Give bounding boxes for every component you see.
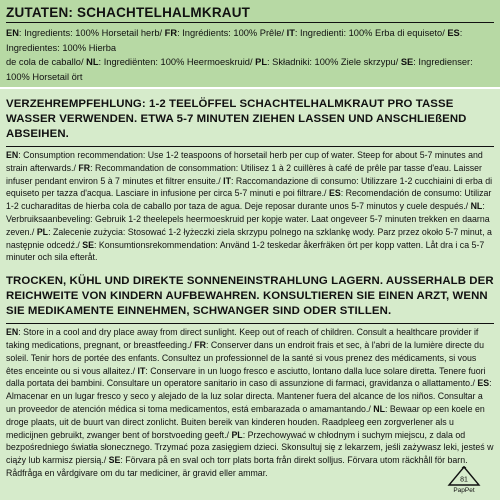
usage-lang-code: PL <box>36 226 49 237</box>
ingredients-it: : Ingredienti: 100% Erba di equiseto/ <box>294 28 448 38</box>
storage-text <box>6 326 494 480</box>
lang-code-fr: FR <box>164 28 178 38</box>
ingredients-line-2 <box>6 55 494 84</box>
storage-lang-code: ES <box>477 378 490 389</box>
usage-lang-code: IT <box>223 175 231 186</box>
storage-lang-code: IT <box>137 365 146 376</box>
ingredients-es-cont: de cola de caballo/ <box>6 57 87 67</box>
ingredients-pl: : Składniki: 100% Ziele skrzypu/ <box>267 57 401 67</box>
ingredients-es: : Ingredientes: 100% Hierba <box>6 28 463 53</box>
storage-heading: TROCKEN, KÜHL UND DIREKTE SONNENEINSTRAHLUNG LAGERN. AUSSERHALB DER REICHWEITE VON KINDERN AUFBEWAHREN. KONSULTIEREN SIE EINEN ARZT, WENN SIE MEDIKAMENTE EINNEHMEN, SCHWANGER SIND ODER STILLEN. <box>6 275 494 318</box>
storage-lang-code: SE <box>108 455 121 466</box>
usage-lang-code: ES <box>328 188 341 199</box>
usage-lang-code: NL <box>470 201 483 212</box>
storage-segment: : Store in a cool and dry place away from direct sunlight. Keep out of reach of children. Consult a healthcare provider if taking medications, pregnant, or breastfeeding./ <box>6 327 479 350</box>
lang-code-nl: NL <box>86 57 99 67</box>
storage-lang-code: NL <box>373 403 385 414</box>
storage-segment: : Conservare in un luogo fresco e asciutto, lontano dalla luce solare diretta. Tenere fuori dalla portata dei bambini. Consultare un operatore sanitario in caso di assunzione di farmaci, gravidanza o allattamento./ <box>6 365 486 389</box>
ingredients-en: : Ingredients: 100% Horsetail herb/ <box>18 28 165 38</box>
usage-segment: : Konsumtionsrekommendation: Använd 1-2 teskedar åkerfräken ört per kopp vatten. Låt dra i ca 5-7 minuter och sila efteråt. <box>6 239 485 263</box>
lang-code-es: ES <box>447 28 460 38</box>
usage-segment: : Consumption recommendation: Use 1-2 teaspoons of horsetail herb per cup of water. Steep for about 5-7 minutes and strain afterwards./ <box>6 150 483 173</box>
lang-code-en: EN <box>6 28 19 38</box>
usage-lang-code: SE <box>82 239 95 250</box>
ingredients-nl: : Ingrediënten: 100% Heermoeskruid/ <box>98 57 256 67</box>
storage-segment: : Almacenar en un lugar fresco y seco y alejado de la luz solar directa. Mantener fuera del alcance de los niños. Consultar a un proveedor de atención médica si toma medicamentos, está embarazada o amamantando./ <box>6 378 492 414</box>
usage-segment: : Recommandation de consommation: Utilisez 1 à 2 cuillères à café de prêle par tasse d'eau. Laisser infuser pendant environ 5 à 7 minutes et filtrer ensuite./ <box>6 162 482 186</box>
lang-code-pl: PL <box>255 57 268 67</box>
storage-lang-code: PL <box>231 429 243 440</box>
ingredients-fr: : Ingrédients: 100% Prêle/ <box>177 28 287 38</box>
usage-segment: : Recomendación de consumo: Utilizar 1-2 cucharaditas de hierba cola de caballo por taza de agua. Deje reposar durante unos 5-7 minutos y cuele después./ <box>6 188 492 212</box>
usage-segment: : Verbruiksaanbeveling: Gebruik 1-2 theelepels heermoeskruid per kopje water. Laat ongeveer 5-7 minuten trekken en daarna zeven./ <box>6 201 490 237</box>
ingredients-se: : Ingredienser: 100% Horsetail ört <box>6 57 473 82</box>
ingredients-section <box>0 0 500 87</box>
recycle-label: PapPet <box>453 487 475 494</box>
storage-segment: : Przechowywać w chłodnym i suchym miejscu, z dala od bezpośredniego światła słonecznego. Trzymać poza zasięgiem dzieci. Skonsultuj się z lekarzem, jeśli zażywasz leki, jesteś w ciąży lub karmisz piersią./ <box>6 429 494 466</box>
usage-divider <box>6 146 494 147</box>
usage-segment: : Raccomandazione di consumo: Utilizzare 1-2 cucchiaini di erba di equiseto per tazza d'acqua. Lasciare in infusione per circa 5-7 minuti e poi filtrare./ <box>6 175 493 199</box>
storage-divider <box>6 323 494 324</box>
lang-code-se: SE <box>400 57 414 67</box>
heading-underline <box>6 22 494 23</box>
storage-segment: : Förvara på en sval och torr plats borta från direkt solljus. Förvara utom räckhåll för barn. Rådfråga en vårdgivare om du tar mediciner, är gravid eller ammar. <box>6 455 468 478</box>
storage-lang-code: FR <box>194 339 207 350</box>
storage-segment: : Conserver dans un endroit frais et sec, à l'abri de la lumière directe du soleil. Tenir hors de portée des enfants. Consultez un professionnel de la santé si vous prenez des médicaments, si vous êtes enceinte ou si vous allaitez./ <box>6 339 484 376</box>
lang-code-it: IT <box>286 28 295 38</box>
usage-heading: VERZEHREMPFEHLUNG: 1-2 TEELÖFFEL SCHACHTELHALMKRAUT PRO TASSE WASSER VERWENDEN. ETWA 5-7 MINUTEN ZIEHEN LASSEN UND ANSCHLIEßEND ABSEIHEN. <box>6 98 467 140</box>
recycle-number: 81 <box>460 476 468 484</box>
storage-segment: : Bewaar op een koele en droge plaats, uit de buurt van direct zonlicht. Buiten bereik van kinderen houden. Raadpleeg een zorgverlener als u medicijnen gebruikt, zwanger bent of borstvoeding geeft./ <box>6 403 485 440</box>
ingredients-heading: ZUTATEN: SCHACHTELHALMKRAUT <box>6 5 251 20</box>
usage-lang-code: FR <box>78 162 91 173</box>
recycling-symbol <box>446 465 482 495</box>
usage-lang-code: EN <box>6 150 19 160</box>
usage-text <box>6 149 494 264</box>
storage-lang-code: EN <box>6 327 19 338</box>
recycle-triangle-icon <box>446 465 482 487</box>
info-panel <box>0 87 500 500</box>
ingredients-line-1 <box>6 26 494 55</box>
usage-segment: : Zalecenie zużycia: Stosować 1-2 łyżeczki ziela skrzypu polnego na szklankę wody. Parz przez około 5-7 minut, a następnie odcedź./ <box>6 226 492 250</box>
